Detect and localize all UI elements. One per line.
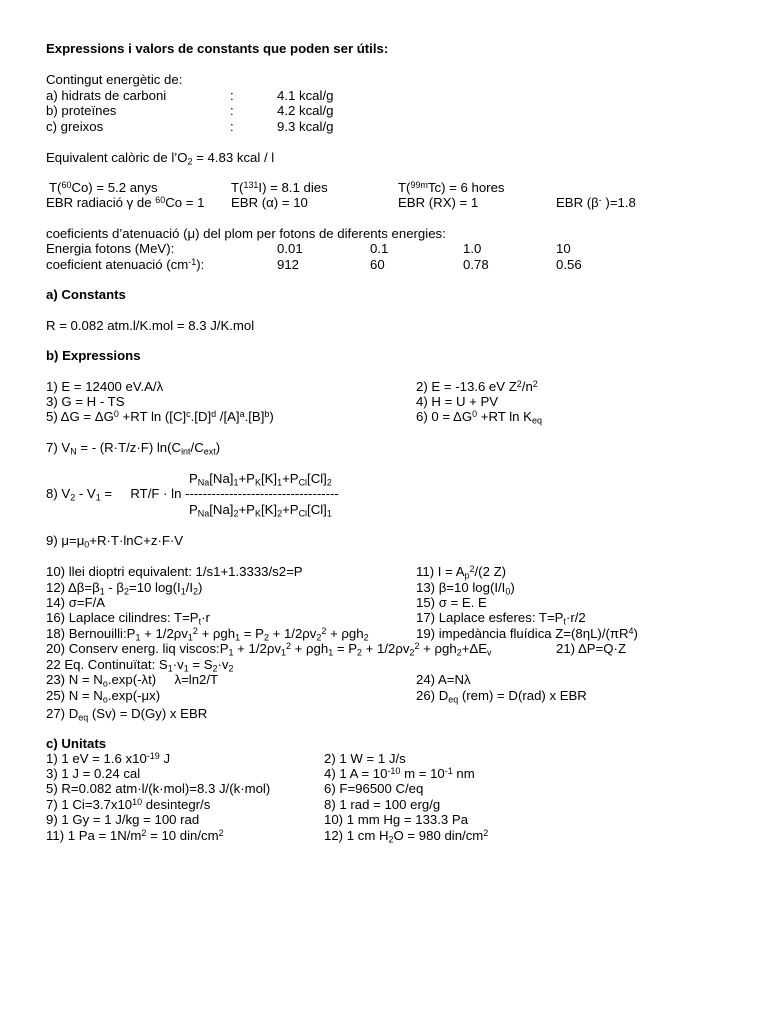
expression-3: 3) G = H - TS bbox=[46, 394, 125, 409]
energy-sep: : bbox=[230, 119, 234, 134]
unit-7: 7) 1 $Ci=3.7x10^{10}$ desintegr/s bbox=[46, 796, 211, 812]
unit-12: 12) 1 cm $H_2O = 980$ din/$cm^2$ bbox=[324, 827, 489, 845]
ebr-alpha: EBR (α) = 10 bbox=[231, 195, 308, 210]
expression-23: 23) $N = N_o.\exp(-\lambda t)$ λ=ln2/T bbox=[46, 672, 219, 689]
coef-value-cell: 60 bbox=[370, 257, 385, 272]
unit-4: 4) 1 $A = 10^{-10}$ $m = 10^{-1}$ nm bbox=[324, 765, 475, 781]
halflife-i: T($^{131}$I) = 8.1 dies bbox=[231, 179, 328, 195]
expression-2: 2) E = -13.6 eV $Z^2/n^2$ bbox=[416, 378, 538, 394]
section-constants-heading: a) Constants bbox=[46, 287, 126, 302]
expression-25: 25) $N = N_o.\exp(-\mu x)$ bbox=[46, 688, 161, 705]
expression-26: 26) $D_{eq}$ (rem) = D(rad) x EBR bbox=[416, 688, 587, 705]
unit-3: 3) 1 J = 0.24 cal bbox=[46, 766, 141, 781]
expression-8-numerator: $P_{Na}[Na]_1+P_K[K]_1+P_{Cl}[Cl]_2$ bbox=[189, 471, 332, 488]
caloric-equivalent: Equivalent calòric de $l’O_2 = 4.83$ kcal / l bbox=[46, 150, 275, 167]
unit-10: 10) 1 mm Hg = 133.3 Pa bbox=[324, 812, 469, 827]
expression-6: 6) $0 = \Delta G^0 +RT$ $\ln K_{eq}$ bbox=[416, 408, 542, 426]
coef-value-cell: 912 bbox=[277, 257, 300, 272]
expression-20: 20) Conserv energ. liq $viscos:P_1 + 1/2\rho v_1^2 + \rho gh_1 = P_2 + 1/2\rho v_2^2 + \rho gh_2+\Delta E_v$ bbox=[46, 640, 492, 658]
expression-19: 19) impedància fluídica $Z=(8\eta L)/(\pi R^4)$ bbox=[416, 625, 638, 641]
expression-16: 16) Laplace cilindres: $T=P_t\cdot r$ bbox=[46, 610, 210, 627]
unit-8: 8) 1 rad = 100 erg/g bbox=[324, 797, 441, 812]
energy-value-cell: 0.01 bbox=[277, 241, 303, 256]
expression-18: 18) $Bernouilli:P_1 + 1/2\rho v_1^2 + \rho gh_1 = P_2 + 1/2\rho v_2^2 + \rho gh_2$ bbox=[46, 625, 369, 643]
expression-27: 27) $D_{eq}$ (Sv) = D(Gy) x EBR bbox=[46, 706, 208, 723]
ebr-rx: EBR (RX) = 1 bbox=[398, 195, 479, 210]
energy-value: 4.2 kcal/g bbox=[277, 103, 334, 118]
expression-12: 12) $\Delta\beta=\beta_1 - \beta_2=10$ $\log(I_1/I_2)$ bbox=[46, 580, 203, 597]
halflife-tc: T($^{99m}$Tc) = 6 hores bbox=[398, 179, 505, 195]
expression-15: 15) σ = E. Ε bbox=[416, 595, 487, 610]
expression-8: 8) $V_2 - V_1$ = RT/F · ln ----------------------------------- bbox=[46, 486, 339, 503]
unit-2: 2) 1 W = 1 J/s bbox=[324, 751, 406, 766]
energy-sep: : bbox=[230, 88, 234, 103]
ebr-beta: EBR (β- )=1.8 bbox=[556, 194, 636, 210]
expression-22: 22 Eq. Continuïtat: $S_1\cdot v_1 = S_2\cdot v_2$ bbox=[46, 657, 234, 674]
section-expressions-heading: b) Expressions bbox=[46, 348, 141, 363]
energy-value: 9.3 kcal/g bbox=[277, 119, 334, 134]
energy-fotons-label: Energia fotons (MeV): bbox=[46, 241, 175, 256]
expression-17: 17) Laplace esferes: $T=P_t\cdot r/2$ bbox=[416, 610, 586, 627]
expression-11: 11) $I = A_p^2/(2$ Z) bbox=[416, 563, 507, 581]
energy-heading: Contingut energètic de: bbox=[46, 72, 183, 87]
expression-7: 7) $V_N$ = - (R·T/z·F) $\ln(C_{int}/C_{ext})$ bbox=[46, 440, 221, 457]
expression-21: 21) ΔP=Q·Z bbox=[556, 641, 627, 656]
energy-label: c) greixos bbox=[46, 119, 104, 134]
attenuation-heading: coeficients d’atenuació (μ) del plom per fotons de diferents energies: bbox=[46, 226, 446, 241]
expression-9: 9) $\mu=\mu_0+R\cdot T\cdot\ln C+z\cdot F\cdot V$ bbox=[46, 533, 184, 550]
unit-6: 6) F=96500 C/eq bbox=[324, 781, 424, 796]
unit-9: 9) 1 Gy = 1 J/kg = 100 rad bbox=[46, 812, 200, 827]
unit-11: 11) 1 $Pa = 1N/m^2 = 10$ din/$cm^2$ bbox=[46, 827, 224, 843]
coef-value-cell: 0.56 bbox=[556, 257, 582, 272]
expression-8-denominator: $P_{Na}[Na]_2+P_K[K]_2+P_{Cl}[Cl]_1$ bbox=[189, 502, 332, 519]
section-units-heading: c) Unitats bbox=[46, 736, 107, 751]
energy-label: b) proteïnes bbox=[46, 103, 117, 118]
expression-10: 10) llei dioptri equivalent: 1/s1+1.3333/s2=P bbox=[46, 564, 303, 579]
coef-label: coeficient atenuació $(cm^{-1})$: bbox=[46, 256, 205, 272]
unit-5: 5) R=0.082 atm·l/(k·mol)=8.3 J/(k·mol) bbox=[46, 781, 271, 796]
expression-5: 5) $\Delta G = \Delta G^0 +RT$ $\ln ([C]^c.[D]^d$ $/[A]^a.[B]^b$) bbox=[46, 408, 274, 424]
energy-value-cell: 1.0 bbox=[463, 241, 482, 256]
energy-value-cell: 0.1 bbox=[370, 241, 389, 256]
expression-13: 13) β=10 $\log(I/I_0)$ bbox=[416, 580, 515, 597]
expression-14: 14) σ=F/A bbox=[46, 595, 106, 610]
energy-value: 4.1 kcal/g bbox=[277, 88, 334, 103]
gas-constant: R = 0.082 atm.l/K.mol = 8.3 J/K.mol bbox=[46, 318, 255, 333]
energy-label: a) hidrats de carboni bbox=[46, 88, 167, 103]
coef-value-cell: 0.78 bbox=[463, 257, 489, 272]
energy-value-cell: 10 bbox=[556, 241, 571, 256]
expression-1: 1) E = 12400 eV.A/λ bbox=[46, 379, 164, 394]
halflife-co: T($^{60}$Co) = 5.2 anys bbox=[49, 179, 158, 195]
expression-24: 24) A=Nλ bbox=[416, 672, 471, 687]
unit-1: 1) 1 eV = 1.6 $x10^{-19}$ J bbox=[46, 750, 171, 766]
page-title: Expressions i valors de constants que poden ser útils: bbox=[46, 41, 389, 56]
energy-sep: : bbox=[230, 103, 234, 118]
ebr-gamma: EBR radiació γ de $^{60}$Co = 1 bbox=[46, 194, 205, 210]
expression-4: 4) H = U + PV bbox=[416, 394, 499, 409]
